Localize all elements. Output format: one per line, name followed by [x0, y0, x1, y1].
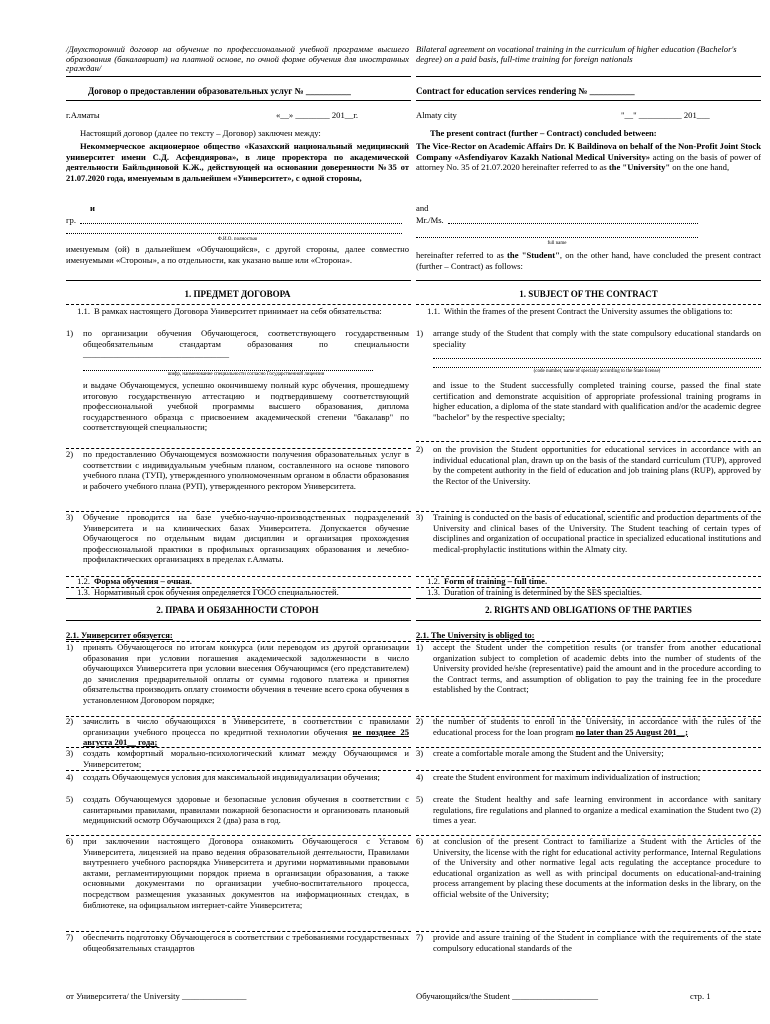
en-clause-2-1: 2.1. The University is obliged to: — [416, 630, 535, 640]
ru-duty-3 — [66, 748, 409, 769]
en-and: and — [416, 203, 429, 213]
ru-date: «__» ________ 201__г. — [276, 110, 359, 120]
ru-contract-title: Договор о предоставлении образовательных услуг № __________ — [88, 86, 351, 96]
item-number: 6) — [66, 836, 74, 846]
en-divider-3 — [416, 620, 761, 621]
ru-intro: Настоящий договор (далее по тексту – Договор) заключен между: — [80, 128, 321, 138]
ru-section-1-title: 1. ПРЕДМЕТ ДОГОВОРА — [184, 289, 291, 299]
clause-number: 1.1. — [77, 306, 90, 316]
en-section-1-title: 1. SUBJECT OF THE CONTRACT — [519, 289, 658, 299]
item-text: create the Student environment for maximum individualization of instruction; — [433, 772, 701, 782]
en-intro: The present contract (further – Contract) concluded between: — [430, 128, 657, 138]
en-header-rule — [416, 76, 761, 77]
en-specialty-field[interactable] — [433, 358, 761, 359]
ru-name-prefix: гр. — [66, 215, 76, 225]
ru-fio-caption: Ф.И.О. полностью — [217, 237, 258, 242]
item-text — [433, 716, 761, 737]
item-text: Training is conducted on the basis of educational, scientific and production departments of the University and clinical bases of the University. The Student teaching of certain types of disciplines and organization of occupational practice in specialized educational institutions and medical-prophylactic institutions within the Almaty city. — [433, 512, 761, 554]
en-dash-9 — [416, 770, 761, 771]
item-number: 3) — [416, 748, 424, 758]
item-number: 1) — [416, 328, 424, 338]
en-party-student-term: the "Student" — [507, 250, 560, 260]
ru-title-rule — [66, 100, 411, 101]
item-number: 1) — [66, 642, 74, 652]
item-number: 3) — [66, 748, 74, 758]
item-number: 5) — [66, 794, 74, 804]
en-duty-7 — [416, 932, 761, 953]
en-item-3 — [416, 512, 761, 554]
duty-2-deadline: no later than 25 August 201__; — [575, 726, 688, 737]
item-number: 1) — [66, 328, 74, 338]
item-text: по организации обучения Обучающегося, соответствующего государственным общеобязательным стандартам образования по специальности __________________________________ — [83, 328, 409, 360]
ru-clause-1-2 — [66, 576, 409, 587]
item-text: по предоставлению Обучающемуся возможности получения образовательных услуг в соответствии с индивидуальным учебным планом, составленного на основе типового учебного плана (ТУП), утвержденного уполномоченным органом в области образования и рабочего учебного плана (РУП), утвержденного ректором Университета. — [83, 449, 409, 491]
ru-divider-3 — [66, 620, 411, 621]
en-name-field-2[interactable] — [416, 237, 698, 238]
en-title-rule — [416, 100, 761, 101]
en-clause-1-2 — [416, 576, 761, 587]
clause-text: В рамках настоящего Договора Университет принимает на себя обязательства: — [94, 306, 382, 316]
en-date: "__" __________ 201___ — [621, 110, 710, 120]
ru-duty-1 — [66, 642, 409, 706]
en-specialty-caption: (code number, name of specialty according to the State license) — [533, 369, 661, 374]
ru-divider-2 — [66, 598, 411, 599]
clause-number: 1.1. — [427, 306, 440, 316]
item-number: 2) — [66, 449, 74, 459]
footer-student-signature: Обучающийся/the Student ____________________ — [416, 991, 599, 1001]
en-dash-1 — [416, 304, 761, 305]
en-party-student-prefix: hereinafter referred to as — [416, 250, 508, 260]
ru-duty-4 — [66, 772, 409, 783]
en-duty-5 — [416, 794, 761, 826]
footer-university-signature: от Университета/ the University _______________ — [66, 991, 247, 1001]
en-clause-1-1 — [416, 306, 761, 317]
en-header: Bilateral agreement on vocational training in the curriculum of higher education (Bachelor's degree) on a paid basis, full-time training for foreign nationals — [416, 44, 737, 64]
ru-section-2-title: 2. ПРАВА И ОБЯЗАННОСТИ СТОРОН — [156, 605, 319, 615]
en-party-university-term: the "University" — [608, 162, 671, 173]
page-number: стр. 1 — [690, 991, 711, 1001]
ru-clause-2-1: 2.1. Университет обязуется: — [66, 630, 173, 640]
ru-party-student: именуемым (ой) в дальнейшем «Обучающийся», с другой стороны, далее совместно именуемыми «Стороны», а по отдельности, как указано выше или «Сторона». — [66, 244, 409, 265]
item-text: создать Обучающемуся здоровые и безопасные условия обучения в соответствии с санитарными правилами, правилами пожарной безопасности и организовать плановый медицинский осмотр Обучающихся 2 (два) раза в год. — [83, 794, 409, 826]
en-city: Almaty city — [416, 110, 457, 120]
ru-clause-1-1 — [66, 306, 409, 317]
ru-divider-1 — [66, 280, 411, 281]
en-section-2-title: 2. RIGHTS AND OBLIGATIONS OF THE PARTIES — [485, 605, 692, 615]
item-number: 2) — [416, 716, 424, 726]
en-duty-2 — [416, 716, 761, 737]
ru-party-university-text: Некоммерческое акционерное общество «Казахский национальный медицинский университет имени С.Д. Асфендиярова», в лице проректора по академической деятельности Байльдиновой К.Ж., действующей на основании доверенности №35 от 21.07.2020 года, именуемым в дальнейшем «Университет», с одной стороны, — [66, 141, 409, 183]
item-number: 7) — [416, 932, 424, 942]
item-text: создать комфортный морально-психологический климат между Обучающимся и Университетом; — [83, 748, 409, 769]
item-number: 1) — [416, 642, 424, 652]
en-duty-3 — [416, 748, 761, 759]
en-party-student-rest: , on the other hand, have concluded the present contract (further – Contract) as follows: — [416, 250, 761, 271]
item-number: 2) — [416, 444, 424, 454]
ru-item-1-cont: и выдаче Обучающемуся, успешно окончившему полный курс обучения, прошедшему итоговую государственную аттестацию и подтвердившему соответствующий профессиональной учебной программы высшего образования, диплома государственного образца с присвоением академической степени "бакалавр" по соответствующей специальности; — [83, 380, 409, 433]
clause-text: Нормативный срок обучения определяется ГОСО специальностей. — [94, 587, 339, 597]
ru-duty-7 — [66, 932, 409, 953]
item-text: при заключении настоящего Договора ознакомить Обучающегося с Уставом Университета, лицензией на право ведения образовательной деятельности, Правилами внутреннего учебного распорядка Университета и другими нормативными правовыми актами, регламентирующими порядок приема в организации образования, а также основными документами по организации учебно-воспитательного процесса, посредством размещения указанных документов на информационных стендах, в библиотеке, на официальном интернет-сайте Университета; — [83, 836, 409, 910]
en-duty-4 — [416, 772, 761, 783]
ru-clause-1-3 — [66, 587, 409, 598]
ru-name-field-2[interactable] — [66, 233, 402, 234]
clause-text: Форма обучения – очная. — [94, 576, 192, 586]
ru-city: г.Алматы — [66, 110, 100, 120]
item-number: 4) — [416, 772, 424, 782]
en-name-prefix: Mr./Ms. — [416, 215, 444, 225]
en-contract-title: Contract for education services rendering № __________ — [416, 86, 635, 96]
ru-duty-2 — [66, 716, 409, 748]
en-clause-1-3 — [416, 587, 761, 598]
item-text: создать Обучающемуся условия для максимальной индивидуализации обучения; — [83, 772, 380, 782]
clause-text: Form of training – full time. — [444, 576, 548, 586]
item-number: 5) — [416, 794, 424, 804]
en-party-university — [416, 141, 761, 173]
en-duty-6 — [416, 836, 761, 900]
ru-duty-5 — [66, 794, 409, 826]
clause-number: 1.3. — [427, 587, 440, 597]
item-text: Обучение проводится на базе учебно-научно-производственных подразделений Университета и на клинических базах Университета. Допускается обучение Обучающегося по отдельным видам дисциплин и организация прохождения профессиональной практики в профильных организациях образования и лечебно-профилактических организациях в пределах г.Алматы. — [83, 512, 409, 565]
ru-dash-9 — [66, 770, 411, 771]
en-item-1 — [416, 328, 761, 349]
ru-header-rule — [66, 76, 411, 77]
item-text: принять Обучающегося по итогам конкурса (или переводом из другой организации образования при условии погашения академической задолженности в число обучающихся Университета при условии внесения Обучающимся (его представителем) до зачисления предварительной оплаты от суммы годового платежа и принятия обязательства производить оплату стоимости обучения в течение всего срока обучения в установленном Договором порядке; — [83, 642, 409, 705]
item-text: provide and assure training of the Student in compliance with the requirements of the state compulsory educational standards of the — [433, 932, 761, 953]
item-number: 3) — [416, 512, 424, 522]
en-specialty-field-2[interactable] — [433, 367, 761, 368]
item-number: 6) — [416, 836, 424, 846]
item-number: 7) — [66, 932, 74, 942]
duty-2-text: зачислить в число обучающихся в Университете, в соответствии с правилами организации учебного процесса по кредитной технологии обучения — [83, 716, 409, 737]
clause-number: 1.2. — [77, 576, 90, 586]
ru-item-1 — [66, 328, 409, 360]
ru-item-3 — [66, 512, 409, 565]
ru-duty-6 — [66, 836, 409, 910]
clause-number: 1.3. — [77, 587, 90, 597]
ru-specialty-caption: шифр, наименование специальности согласно Государственной лицензии — [167, 372, 325, 377]
item-text: create a comfortable morale among the Student and the University; — [433, 748, 664, 758]
ru-dash-1 — [66, 304, 411, 305]
en-divider-1 — [416, 280, 761, 281]
en-divider-2 — [416, 598, 761, 599]
clause-number: 1.2. — [427, 576, 440, 586]
ru-and: и — [90, 203, 95, 213]
item-text — [83, 716, 409, 748]
duty-2-text: the number of students to enroll in the University, in accordance with the rules of the educational process for the loan program — [433, 716, 761, 737]
item-text: at conclusion of the present Contract to familiarize a Student with the Articles of the University, the license with the right for educational activity performance, Internal Regulations of the University and other normative legal acts regulating the acceptance procedure to educational organization as well as with principal documents on educational-and-training process arrangement by placing these documents at the information desks in the library, on the official website of the University; — [433, 836, 761, 899]
item-number: 2) — [66, 716, 74, 726]
en-name-field[interactable] — [448, 223, 698, 224]
ru-header: /Двухсторонний договор на обучение по профессиональной учебной программе высшего образования (бакалавриат) на платной основе, по очной форме обучения для иностранных граждан/ — [66, 44, 409, 73]
item-text: arrange study of the Student that comply with the state compulsory educational standards on speciality — [433, 328, 761, 349]
ru-party-university — [66, 141, 409, 183]
en-dash-2 — [416, 441, 761, 442]
item-text: on the provision the Student opportunities for educational services in accordance with an individual educational plan, drawn up on the basis of the standard curriculum (TUP), approved by the competent authority in the field of education and job training plans (RUP), approved by the Rector of the University. — [433, 444, 761, 486]
ru-specialty-field[interactable] — [83, 370, 373, 371]
en-party-university-side: on the one hand, — [670, 162, 730, 173]
ru-item-2 — [66, 449, 409, 491]
en-duty-1 — [416, 642, 761, 695]
item-text: create the Student healthy and safe learning environment in accordance with sanitary regulations, fire regulations and planned to organize a medical examination the Student two (2) times a year. — [433, 794, 761, 826]
item-number: 4) — [66, 772, 74, 782]
clause-text: Within the frames of the present Contract the University assumes the obligations to: — [444, 306, 733, 316]
en-item-1-cont: and issue to the Student successfully completed training course, passed the final state certification and demonstrate acquisition of appropriate professional training programs in higher education, a diploma of the state standard with qualification and/or the academic degree "bachelor" by the respective specialty; — [433, 380, 761, 422]
duty-2-deadline: не позднее 25 августа 201__ года; — [83, 726, 409, 748]
item-text: обеспечить подготовку Обучающегося в соответствии с требованиями государственных общеобязательных стандартов — [83, 932, 409, 953]
clause-text: Duration of training is determined by the SES specialties. — [444, 587, 642, 597]
en-item-2 — [416, 444, 761, 486]
en-party-university-name: The Vice-Rector on Academic Affairs Dr. K Baildinova on behalf of the Non-Profit Joint Stock Company «Asfendiyarov Kazakh National Medical University» — [416, 141, 761, 162]
en-party-student — [416, 250, 761, 271]
en-fio-caption: full name — [547, 241, 567, 246]
ru-name-field[interactable] — [80, 223, 402, 224]
item-text: accept the Student under the competition results (or transfer from another educational organization subject to completion of academic debts into the number of students of the University provided he/she (representative) paid the amount and in the procedure according to the Contract terms, and assumption of obligation to pay the training fee in the procedure established by the Contract; — [433, 642, 761, 695]
item-number: 3) — [66, 512, 74, 522]
en-party-university-basis: acting on the basis of power of attorney No. 35 of 21.07.2020 hereinafter referred to as — [416, 151, 762, 173]
